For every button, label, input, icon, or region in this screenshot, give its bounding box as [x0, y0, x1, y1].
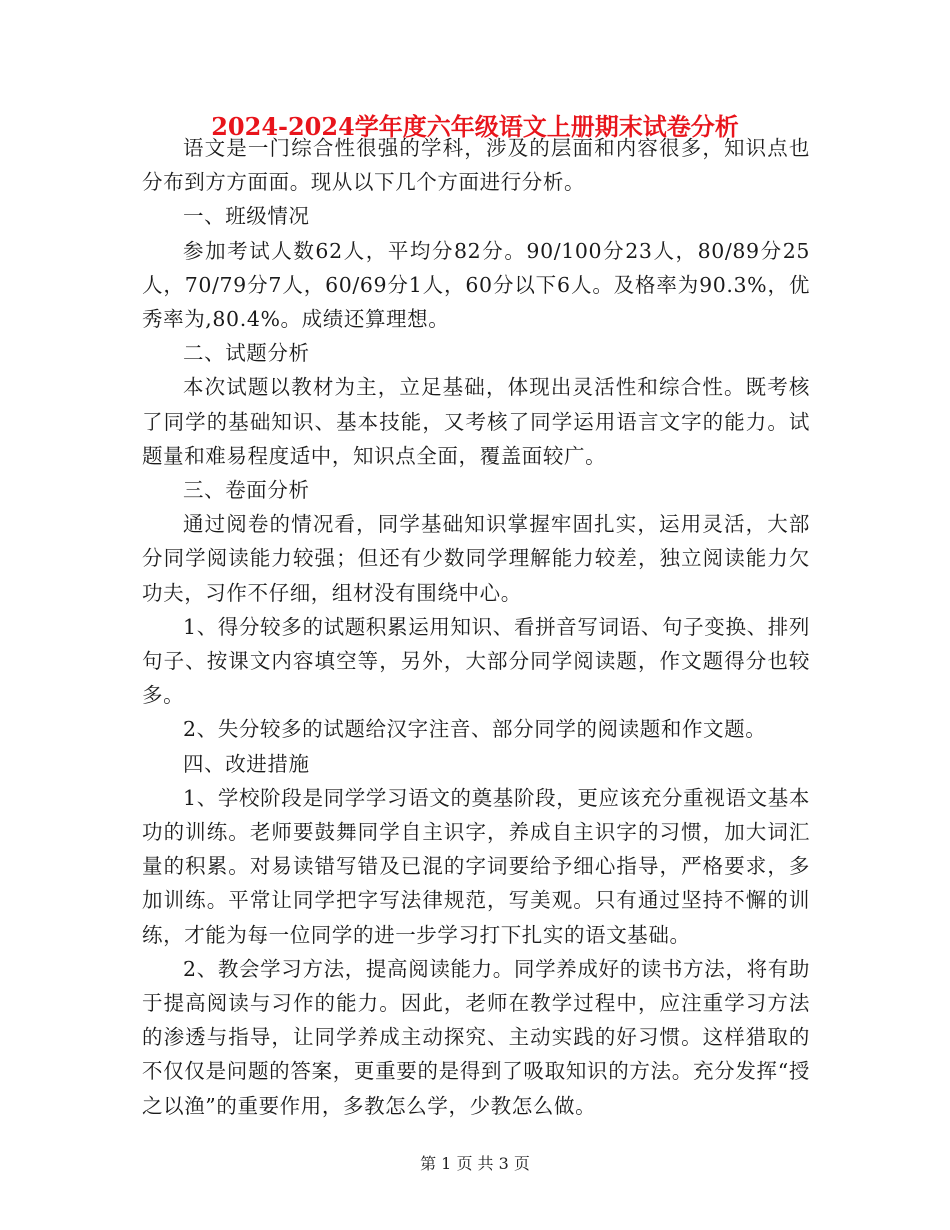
- paper-analysis-point-2: 2、失分较多的试题给汉字注音、部分同学的阅读题和作文题。: [183, 717, 767, 742]
- paper-analysis-paragraph: 通过阅卷的情况看，同学基础知识掌握牢固扎实，运用灵活，大部分同学阅读能力较强；但还有少数同学理解能力较差，独立阅读能力欠功夫，习作不仔细，组材没有围绕中心。: [142, 512, 810, 605]
- question-analysis-paragraph: 本次试题以教材为主，立足基础，体现出灵活性和综合性。既考核了同学的基础知识、基本技能，又考核了同学运用语言文字的能力。试题量和难易程度适中，知识点全面，覆盖面较广。: [142, 375, 810, 468]
- class-situation-paragraph: 参加考试人数62人，平均分82分。90/100分23人，80/89分25人，70/79分7人，60/69分1人，60分以下6人。及格率为90.3%，优秀率为,80.4%。成绩还算理想。: [142, 238, 810, 332]
- paper-analysis-point-1: 1、得分较多的试题积累运用知识、看拼音写词语、句子变换、排列句子、按课文内容填空等，另外，大部分同学阅读题，作文题得分也较多。: [142, 614, 810, 708]
- section-heading-improvement: 四、改进措施: [183, 751, 310, 776]
- improvement-point-1: 1、学校阶段是同学学习语文的奠基阶段，更应该充分重视语文基本功的训练。老师要鼓舞同学自主识字，养成自主识字的习惯，加大词汇量的积累。对易读错写错及已混的字词要给予细心指导，严格要求，多加训练。平常让同学把字写法律规范，写美观。只有通过坚持不懈的训练，才能为每一位同学的进一步学习打下扎实的语文基础。: [142, 785, 810, 947]
- section-heading-class-situation: 一、班级情况: [183, 204, 310, 229]
- page-footer: 第 1 页 共 3 页: [420, 1154, 530, 1173]
- intro-paragraph: 语文是一门综合性很强的学科，涉及的层面和内容很多，知识点也分布到方方面面。现从以下几个方面进行分析。: [142, 136, 810, 195]
- document-title: 2024-2024学年度六年级语文上册期末试卷分析: [211, 112, 739, 141]
- improvement-point-2: 2、教会学习方法，提高阅读能力。同学养成好的读书方法，将有助于提高阅读与习作的能力。因此，老师在教学过程中，应注重学习方法的渗透与指导，让同学养成主动探究、主动实践的好习惯。这样猎取的不仅仅是问题的答案，更重要的是得到了吸取知识的方法。充分发挥“授之以渔”的重要作用，多教怎么学，少教怎么做。: [142, 956, 810, 1118]
- section-heading-question-analysis: 二、试题分析: [183, 341, 310, 366]
- document-body: [142, 131, 810, 1123]
- section-heading-paper-analysis: 三、卷面分析: [183, 478, 310, 503]
